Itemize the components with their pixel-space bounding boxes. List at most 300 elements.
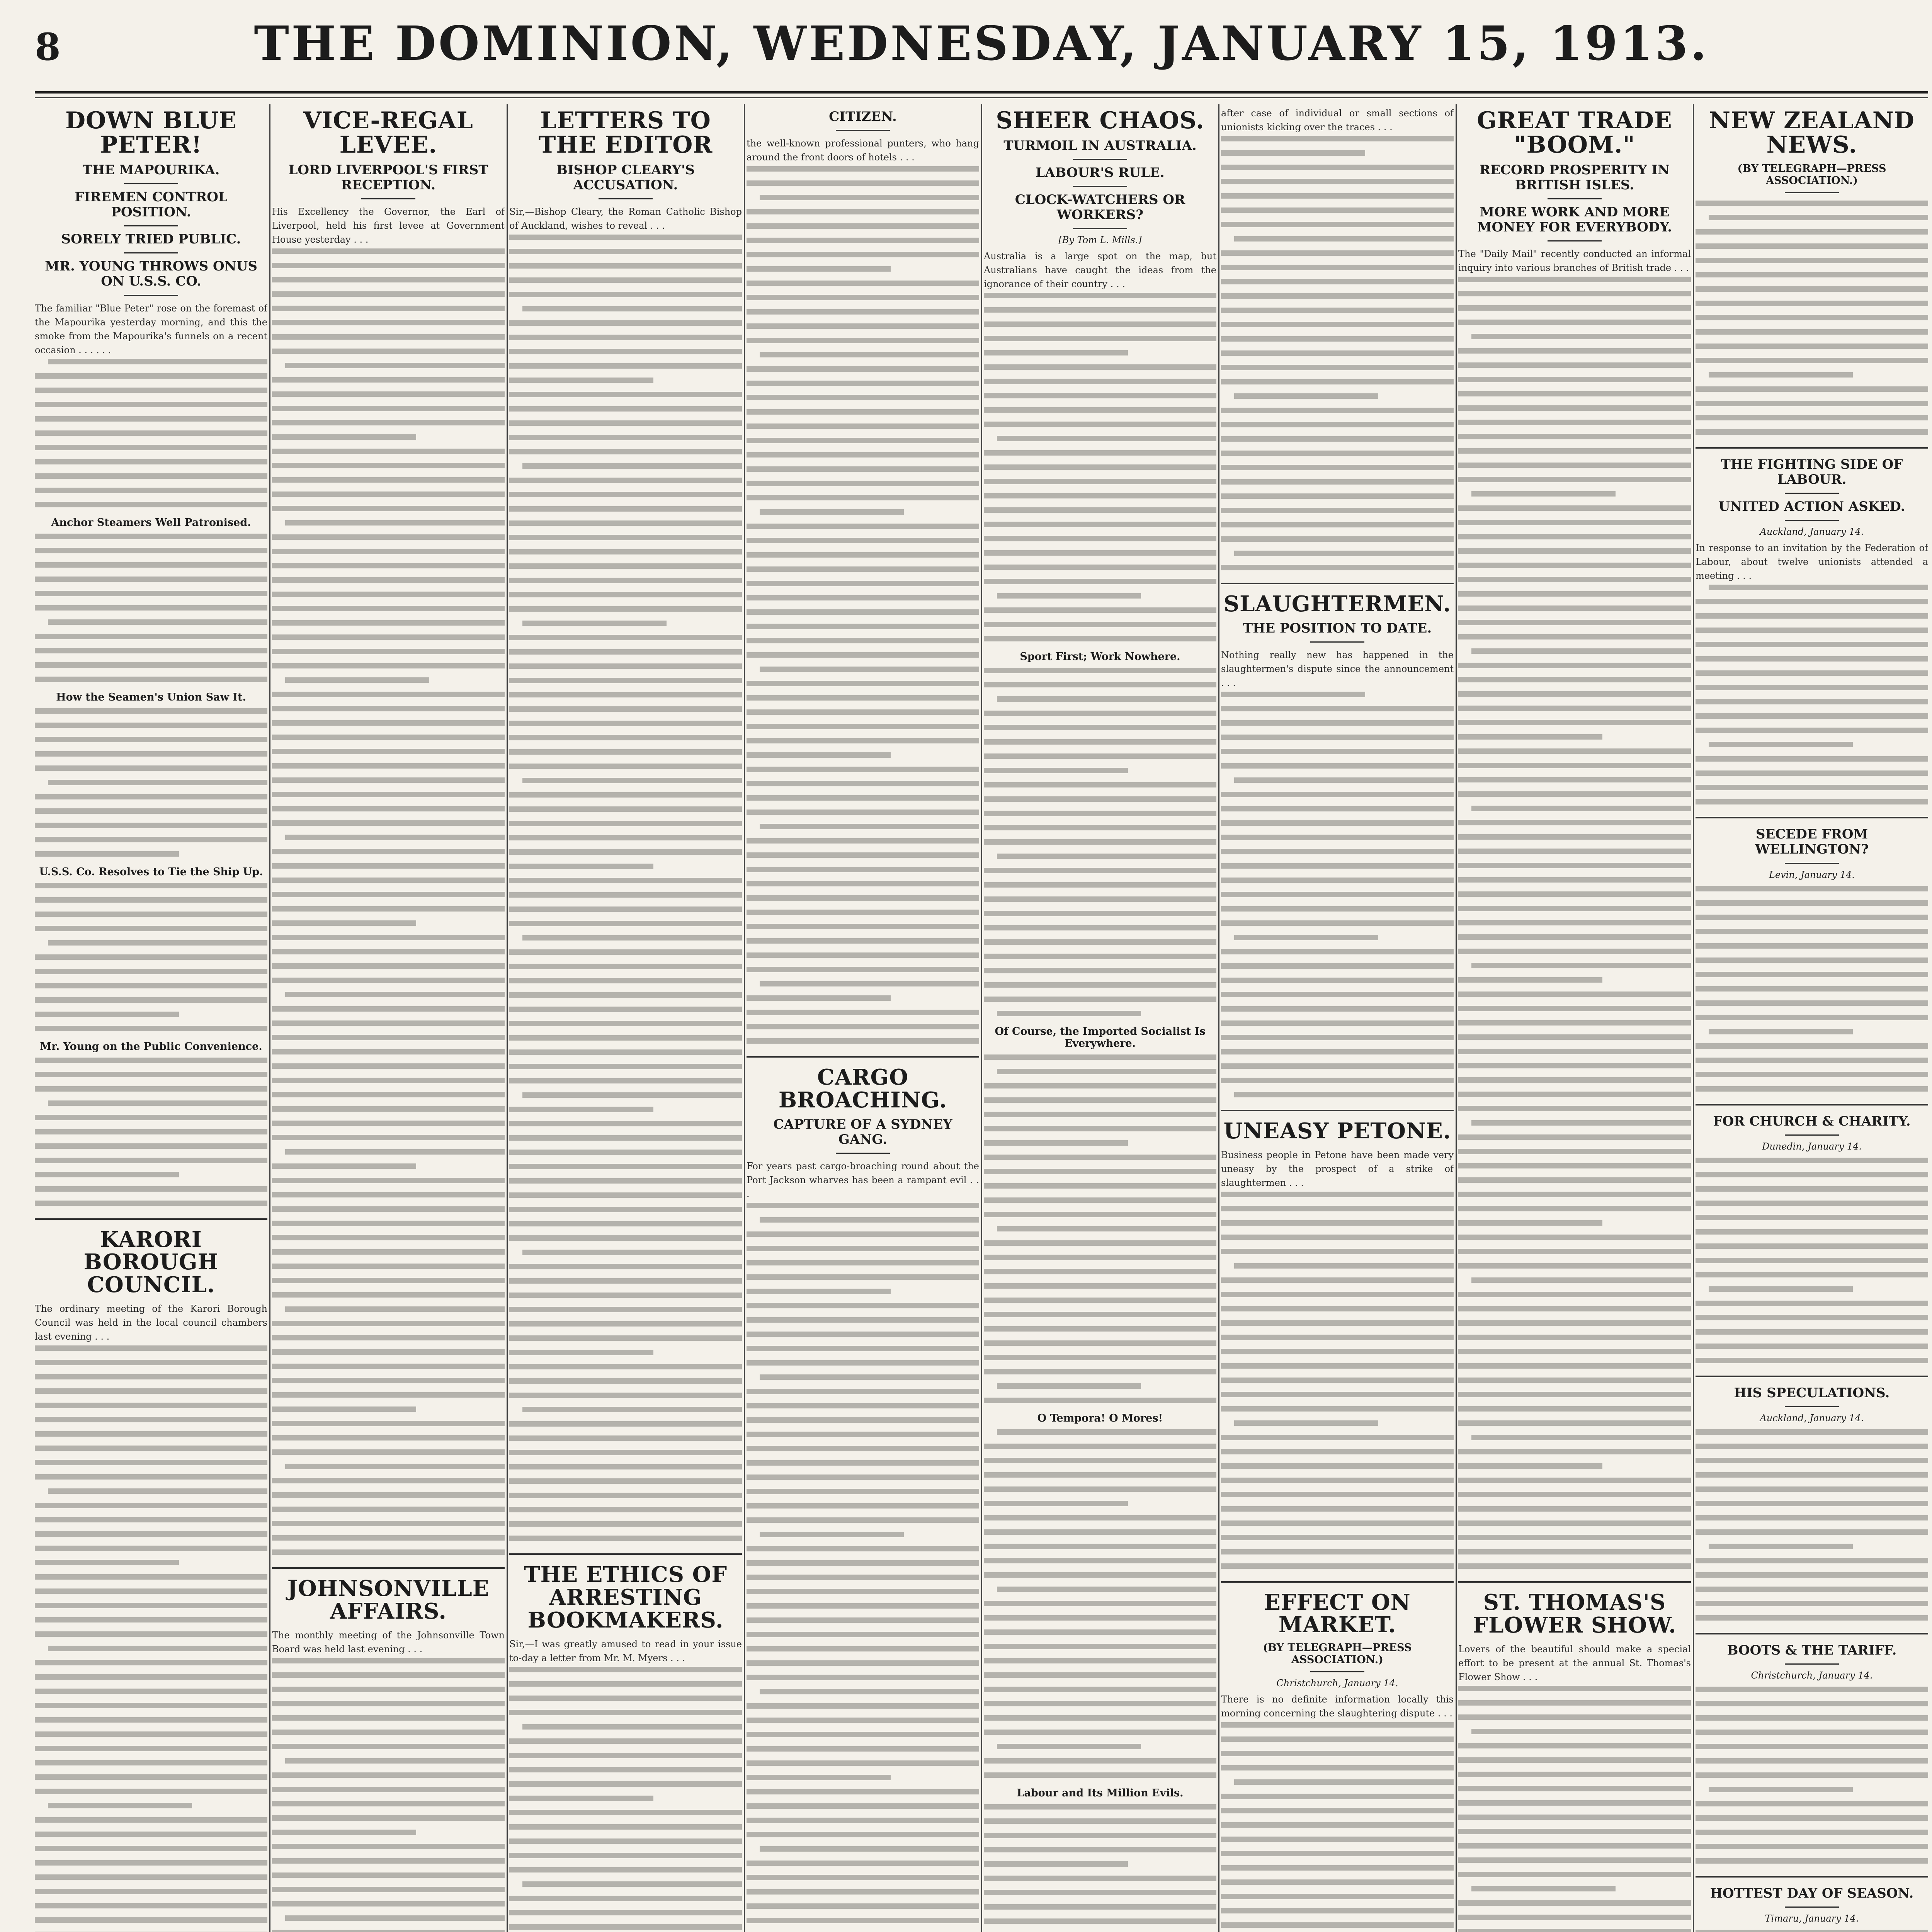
text-line — [35, 1199, 267, 1208]
text-line — [1221, 804, 1454, 814]
text-line — [1221, 1404, 1454, 1414]
article-deck: FOR CHURCH & CHARITY. — [1713, 1113, 1911, 1129]
article-body — [509, 1665, 742, 1932]
text-line — [272, 761, 505, 771]
text-line — [747, 1930, 979, 1932]
text-line — [272, 776, 505, 785]
article-divider — [1696, 1104, 1928, 1105]
text-line — [747, 479, 979, 488]
article — [509, 109, 742, 1543]
text-line — [509, 1190, 742, 1200]
article-lead-text: Nothing really new has happened in the slaughtermen's dispute since the announcement . . . — [1221, 649, 1454, 688]
text-line — [1221, 1204, 1454, 1214]
text-line — [272, 1899, 505, 1909]
text-line — [1709, 1785, 1853, 1794]
article-lead-text: In response to an invitation by the Federation of Labour, about twelve unionists attended a meeting . . . — [1696, 543, 1928, 582]
text-line — [1221, 492, 1454, 501]
text-line — [747, 693, 979, 703]
text-line — [272, 418, 505, 428]
article-body — [35, 357, 267, 1208]
article-headline: UNEASY PETONE. — [1223, 1118, 1451, 1144]
text-line — [747, 1315, 979, 1325]
article-divider — [1696, 447, 1928, 449]
column-rule — [507, 104, 508, 1932]
text-line — [509, 1205, 742, 1214]
text-line — [35, 1070, 267, 1080]
text-line — [509, 504, 742, 514]
text-line — [1458, 1032, 1691, 1042]
text-line — [1221, 206, 1454, 215]
text-line — [509, 1105, 653, 1114]
text-line — [1221, 904, 1454, 914]
text-line — [509, 290, 742, 299]
text-line — [984, 737, 1216, 747]
text-line — [1458, 1247, 1691, 1257]
text-line — [1221, 1906, 1454, 1916]
article-body — [1696, 583, 1928, 807]
text-line — [1458, 532, 1691, 542]
text-line — [272, 561, 505, 571]
text-line — [747, 1830, 979, 1840]
text-line — [272, 1548, 505, 1557]
text-line — [1696, 256, 1928, 265]
text-line — [509, 1276, 742, 1286]
text-line — [747, 1873, 979, 1883]
text-line — [984, 823, 1216, 833]
text-line — [509, 1062, 742, 1071]
text-line — [272, 1871, 505, 1880]
text-line — [1221, 1347, 1454, 1357]
text-line — [1471, 1276, 1691, 1285]
text-line — [1221, 690, 1365, 699]
text-line — [984, 1485, 1216, 1494]
text-line — [1696, 1527, 1928, 1537]
text-line — [1458, 1018, 1691, 1028]
text-line — [984, 505, 1216, 515]
deck-rule — [1073, 159, 1127, 160]
text-line — [1458, 689, 1691, 699]
text-line — [272, 1019, 505, 1028]
text-line — [747, 179, 979, 188]
text-line — [509, 404, 742, 414]
text-line — [272, 790, 505, 799]
deck-rule — [1785, 1906, 1839, 1908]
text-line — [747, 793, 979, 803]
text-line — [272, 690, 505, 699]
text-line — [285, 518, 505, 528]
text-line — [509, 1534, 742, 1543]
text-line — [1696, 1599, 1928, 1609]
text-line — [1696, 1756, 1928, 1766]
text-line — [509, 1679, 742, 1689]
text-line — [509, 1305, 742, 1315]
text-line — [35, 575, 267, 584]
text-line — [35, 1056, 267, 1065]
text-line — [1458, 1698, 1691, 1708]
text-line — [522, 1248, 742, 1257]
text-line — [984, 1095, 1216, 1105]
text-line — [272, 1742, 505, 1752]
article-subhead: Sport First; Work Nowhere. — [1020, 651, 1180, 663]
column-6 — [1221, 106, 1454, 1932]
article-deck: RECORD PROSPERITY IN BRITISH ISLES. — [1479, 162, 1670, 193]
text-line — [984, 909, 1216, 918]
article-subhead: How the Seamen's Union Saw It. — [56, 691, 246, 703]
text-line — [1221, 818, 1454, 828]
text-line — [984, 1756, 1216, 1766]
article-lead-text: His Excellency the Governor, the Earl of Liverpool, held his first levee at Government House yesterday . . . — [272, 206, 505, 245]
article-lead-text: The "Daily Mail" recently conducted an informal inquiry into various branches of British trade . . . — [1458, 248, 1691, 274]
text-line — [1458, 575, 1691, 585]
text-line — [272, 704, 505, 714]
text-line — [509, 1922, 742, 1932]
masthead-rule — [35, 91, 1928, 94]
article-dateline: Timaru, January 14. — [1765, 1913, 1859, 1924]
text-line — [1696, 1056, 1928, 1065]
article — [1221, 1581, 1454, 1932]
text-line — [1221, 248, 1454, 258]
article — [1696, 817, 1928, 1094]
text-line — [747, 1515, 979, 1525]
text-line — [1458, 975, 1602, 985]
text-line — [509, 819, 742, 828]
deck-rule — [1785, 1134, 1839, 1136]
text-line — [997, 694, 1216, 704]
text-line — [1221, 1276, 1454, 1285]
text-line — [1221, 1033, 1454, 1043]
text-line — [35, 1415, 267, 1425]
text-line — [272, 1685, 505, 1694]
text-line — [272, 1842, 505, 1852]
text-line — [35, 1787, 267, 1796]
text-line — [35, 1901, 267, 1911]
text-line — [1696, 1270, 1928, 1280]
text-line — [509, 1448, 742, 1458]
text-line — [997, 1742, 1141, 1752]
text-line — [509, 1148, 742, 1157]
text-line — [509, 1779, 742, 1789]
column-7 — [1458, 106, 1691, 1932]
column-4 — [747, 106, 979, 1932]
text-line — [509, 433, 742, 442]
text-line — [984, 1831, 1216, 1840]
text-line — [509, 719, 742, 728]
column-rule — [1456, 104, 1457, 1932]
text-line — [747, 1658, 979, 1668]
text-line — [509, 418, 742, 428]
text-line — [48, 357, 267, 367]
text-line — [747, 493, 979, 503]
text-line — [509, 976, 742, 986]
article — [35, 109, 267, 1208]
article-body — [1696, 1685, 1928, 1866]
text-line — [35, 1587, 267, 1596]
text-line — [1234, 1777, 1454, 1787]
text-line — [1458, 632, 1691, 642]
text-line — [1221, 363, 1454, 372]
text-line — [272, 432, 416, 442]
text-line — [509, 1751, 742, 1760]
text-line — [1221, 320, 1454, 330]
text-line — [984, 1499, 1128, 1509]
text-line — [747, 1816, 979, 1825]
text-line — [747, 336, 979, 345]
text-line — [35, 1730, 267, 1739]
text-line — [984, 937, 1216, 947]
text-line — [747, 893, 979, 903]
text-line — [1221, 890, 1454, 900]
text-line — [509, 647, 742, 657]
article — [747, 109, 979, 1046]
text-line — [35, 749, 267, 759]
text-line — [1696, 654, 1928, 664]
text-line — [272, 1476, 505, 1486]
text-line — [747, 1730, 979, 1740]
text-line — [35, 735, 267, 745]
text-line — [272, 918, 416, 928]
text-line — [747, 636, 979, 646]
text-line — [272, 504, 505, 514]
text-line — [35, 764, 267, 773]
text-line — [509, 762, 742, 771]
text-line — [1458, 1290, 1691, 1299]
text-line — [1221, 1218, 1454, 1228]
text-line — [272, 1656, 505, 1666]
text-line — [1221, 1019, 1454, 1028]
text-line — [35, 1772, 267, 1782]
text-line — [509, 919, 742, 929]
text-line — [272, 1333, 505, 1343]
text-line — [997, 1427, 1216, 1437]
text-line — [747, 679, 979, 689]
text-line — [509, 361, 742, 371]
text-line — [272, 861, 505, 871]
text-line — [747, 364, 979, 374]
text-line — [1696, 1713, 1928, 1723]
text-line — [1696, 327, 1928, 337]
article-deck: THE POSITION TO DATE. — [1243, 620, 1432, 636]
text-line — [35, 632, 267, 641]
text-line — [272, 1204, 505, 1214]
text-line — [35, 1887, 267, 1896]
text-line — [35, 881, 267, 891]
text-line — [1458, 990, 1691, 999]
text-line — [35, 1615, 267, 1625]
text-line — [1696, 199, 1928, 208]
text-line — [272, 375, 505, 385]
article — [747, 1056, 979, 1932]
text-line — [272, 532, 505, 542]
article-dateline: Levin, January 14. — [1769, 869, 1855, 880]
text-line — [35, 429, 267, 438]
article — [1696, 447, 1928, 807]
text-line — [1221, 761, 1454, 771]
text-line — [1458, 861, 1691, 871]
text-line — [1221, 163, 1454, 172]
text-line — [272, 1347, 505, 1357]
text-line — [747, 550, 979, 560]
text-line — [35, 1930, 267, 1932]
text-line — [35, 1010, 179, 1019]
article-divider — [1221, 583, 1454, 584]
text-line — [1221, 1390, 1454, 1400]
text-line — [984, 1396, 1216, 1405]
article-subhead: Of Course, the Imported Socialist Is Everywhere. — [995, 1026, 1206, 1050]
text-line — [1696, 1485, 1928, 1494]
text-line — [1458, 1490, 1691, 1500]
text-line — [1471, 961, 1691, 971]
text-line — [1696, 1084, 1928, 1094]
text-line — [272, 1362, 505, 1371]
text-line — [1221, 1290, 1454, 1299]
text-line — [35, 1915, 267, 1925]
text-line — [1458, 661, 1691, 670]
text-line — [35, 967, 267, 976]
text-line — [35, 1372, 267, 1382]
text-line — [522, 619, 667, 628]
text-line — [747, 1201, 979, 1211]
text-line — [35, 706, 267, 716]
deck-rule — [1310, 641, 1364, 643]
text-line — [1458, 1798, 1691, 1808]
text-line — [984, 491, 1216, 501]
text-line — [35, 1170, 179, 1180]
text-line — [1234, 933, 1378, 942]
text-line — [35, 400, 267, 410]
article-deck: LABOUR'S RULE. — [1036, 165, 1165, 181]
text-line — [747, 1887, 979, 1897]
text-line — [509, 876, 742, 886]
text-line — [509, 947, 742, 957]
text-line — [35, 1515, 267, 1525]
text-line — [1696, 227, 1928, 237]
text-line — [1458, 604, 1691, 613]
text-line — [272, 1856, 505, 1866]
text-line — [285, 833, 505, 842]
article-deck: MORE WORK AND MORE MONEY FOR EVERYBODY. — [1477, 204, 1672, 235]
text-line — [1696, 783, 1928, 793]
article-headline: CARGO BROACHING. — [778, 1065, 947, 1113]
text-line — [1471, 804, 1691, 813]
text-line — [1458, 1827, 1691, 1837]
text-line — [984, 1296, 1216, 1305]
text-line — [984, 1628, 1216, 1637]
text-line — [35, 721, 267, 730]
text-line — [272, 804, 505, 814]
article-divider — [1458, 1581, 1691, 1583]
text-line — [509, 1005, 742, 1014]
text-line — [1234, 391, 1378, 401]
text-line — [1221, 1806, 1454, 1816]
text-line — [522, 461, 742, 471]
text-line — [509, 1491, 742, 1500]
text-line — [747, 765, 979, 774]
text-line — [760, 1844, 979, 1854]
article-lead-text: Lovers of the beautiful should make a special effort to be present at the annual St. Thomas's Flower Show . . . — [1458, 1643, 1691, 1682]
text-line — [522, 1405, 742, 1415]
text-line — [747, 1773, 891, 1782]
text-line — [1458, 1713, 1691, 1722]
text-line — [35, 1872, 267, 1882]
text-line — [747, 1444, 979, 1454]
paper-title: THE DOMINION, WEDNESDAY, JANUARY 15, 1913. — [254, 15, 1709, 71]
text-line — [509, 676, 742, 685]
article-body — [1458, 1684, 1691, 1932]
text-line — [1221, 506, 1454, 515]
text-line — [1696, 1456, 1928, 1466]
text-line — [984, 895, 1216, 904]
text-line — [747, 1901, 979, 1911]
text-line — [984, 1167, 1216, 1177]
text-line — [35, 1141, 267, 1151]
text-line — [272, 1713, 505, 1723]
text-line — [272, 1419, 505, 1429]
text-line — [272, 1119, 505, 1128]
article-lead-text: There is no definite information locally this morning concerning the slaughtering dispute . . . — [1221, 1694, 1454, 1719]
text-line — [509, 890, 742, 900]
column-rule — [744, 104, 745, 1932]
text-line — [1696, 1227, 1928, 1237]
text-line — [1458, 1533, 1691, 1543]
deck-rule — [1785, 520, 1839, 521]
text-line — [509, 490, 742, 500]
text-line — [984, 1874, 1216, 1883]
text-line — [1471, 1727, 1691, 1736]
text-line — [1458, 1347, 1691, 1357]
text-line — [1221, 349, 1454, 358]
text-line — [272, 661, 505, 671]
article-deck: THE MAPOURIKA. — [82, 162, 220, 178]
text-line — [747, 1801, 979, 1811]
text-line — [1471, 1884, 1616, 1894]
text-line — [747, 836, 979, 846]
text-line — [1458, 1204, 1691, 1214]
text-line — [272, 1728, 505, 1737]
text-line — [35, 1758, 267, 1768]
text-line — [1458, 1333, 1691, 1342]
text-line — [272, 1262, 505, 1271]
text-line — [1458, 1304, 1691, 1314]
deck-rule — [1073, 186, 1127, 187]
text-line — [760, 1530, 904, 1539]
text-line — [509, 233, 742, 242]
text-line — [1221, 449, 1454, 458]
text-line — [1221, 220, 1454, 230]
text-line — [35, 500, 267, 510]
text-line — [747, 850, 979, 860]
text-line — [984, 809, 1216, 818]
deck-rule — [1785, 863, 1839, 864]
text-line — [1696, 754, 1928, 764]
text-line — [984, 577, 1216, 587]
text-line — [1221, 1749, 1454, 1759]
text-line — [509, 390, 742, 400]
column-8 — [1696, 106, 1928, 1932]
text-line — [509, 1808, 742, 1818]
text-line — [35, 1544, 267, 1553]
text-line — [1234, 1090, 1454, 1100]
text-line — [509, 333, 742, 342]
text-line — [35, 1501, 267, 1510]
article-body — [1696, 1427, 1928, 1623]
text-line — [272, 575, 505, 585]
text-line — [1221, 177, 1454, 187]
text-line — [272, 1276, 505, 1286]
text-line — [1458, 747, 1691, 756]
masthead — [35, 15, 1928, 95]
article-lead-text: the well-known professional punters, who hang around the front doors of hotels . . . — [747, 138, 979, 163]
text-line — [747, 722, 979, 731]
